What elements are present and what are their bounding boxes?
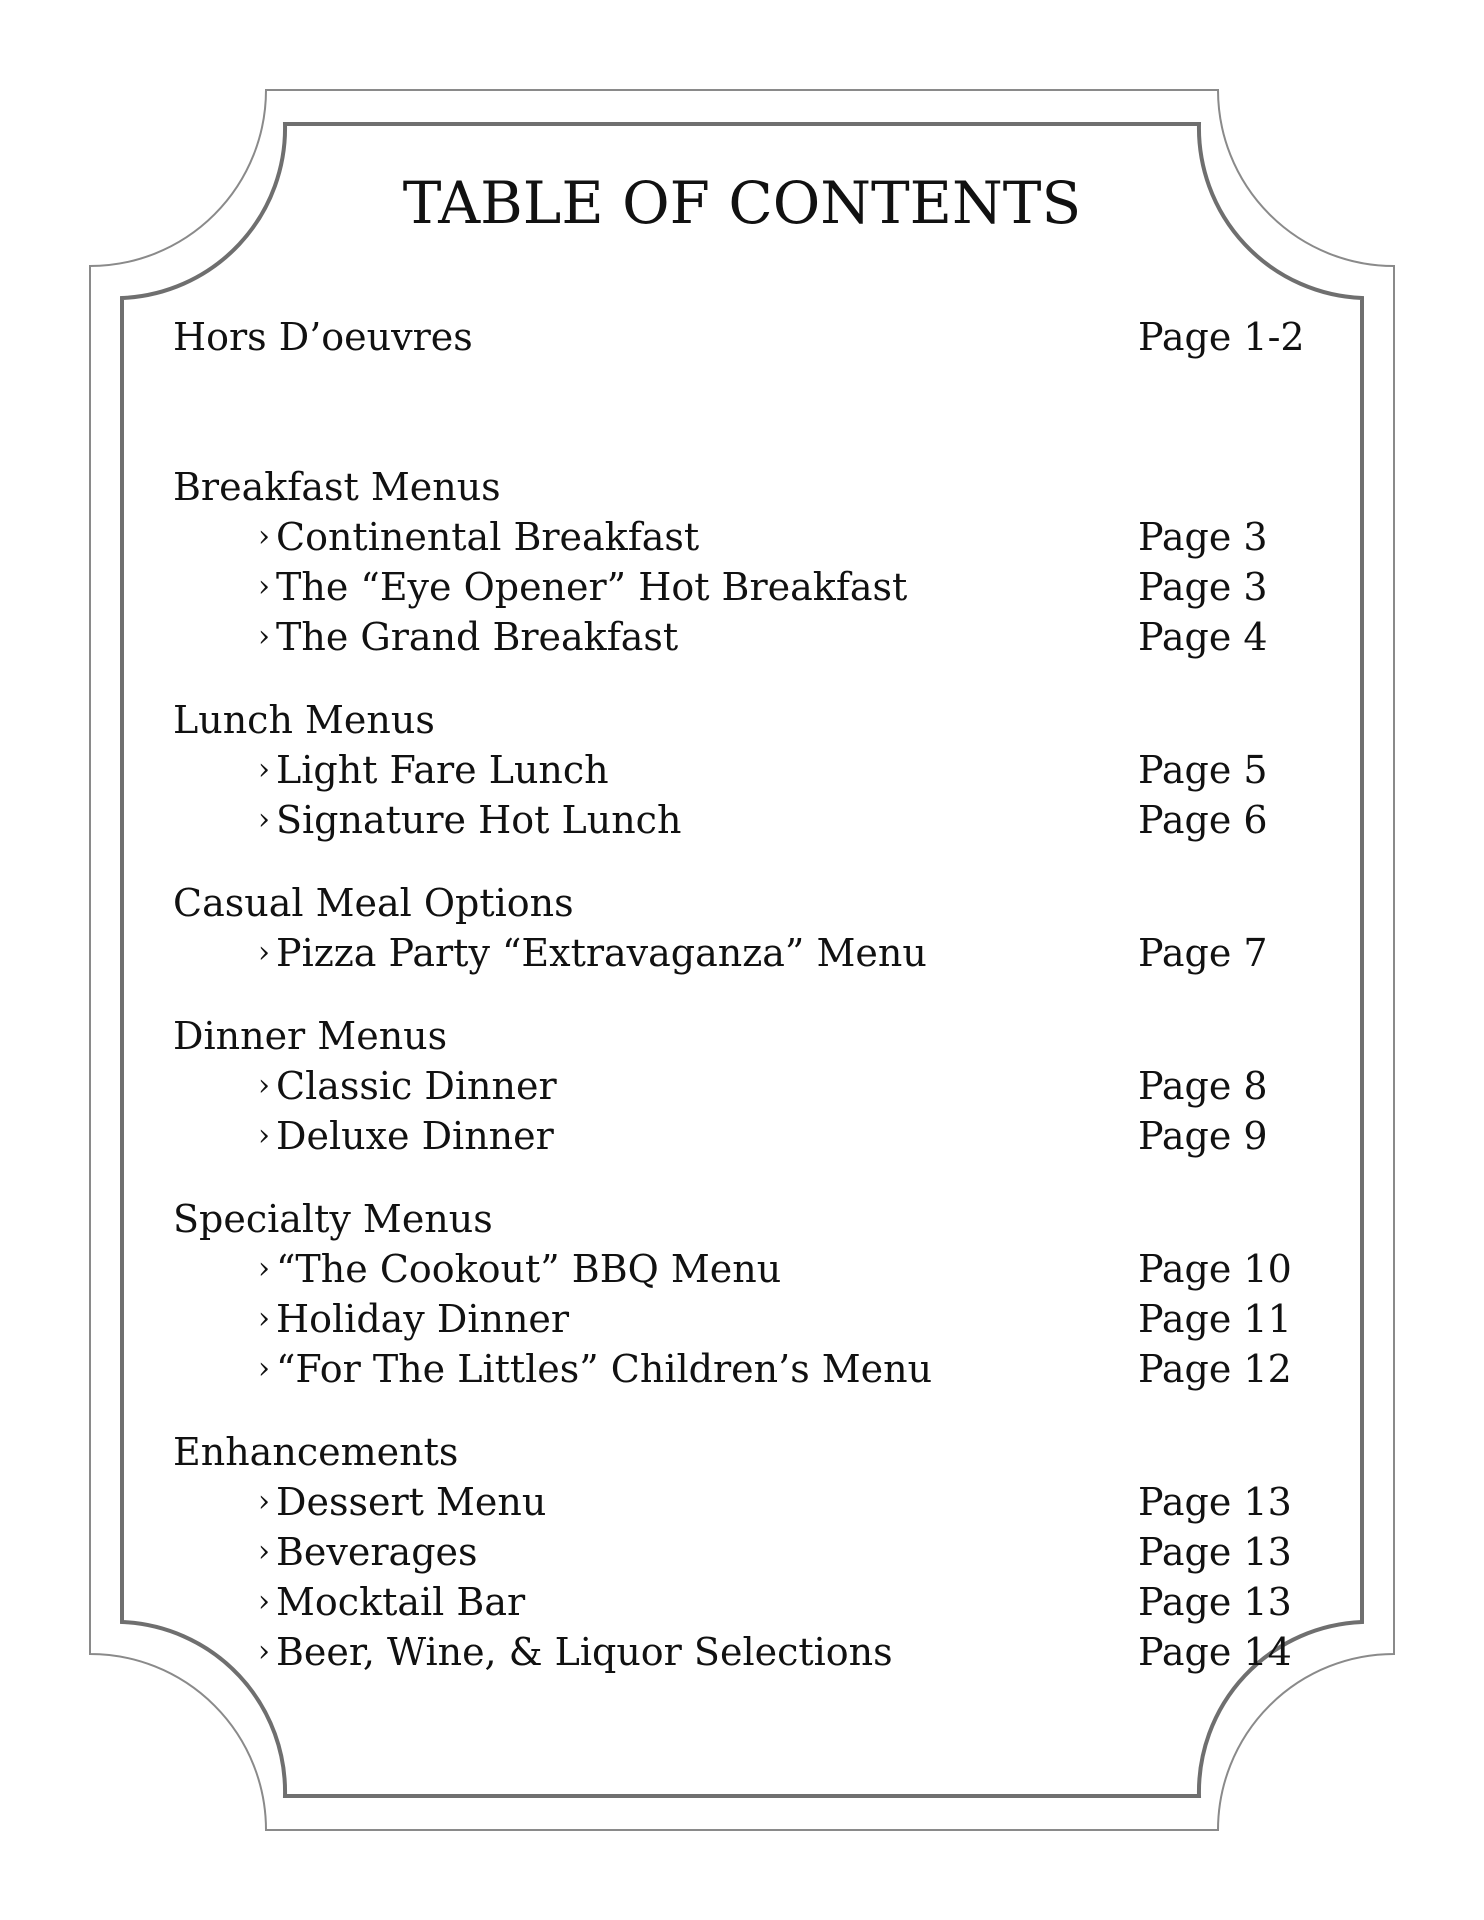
toc-entry — [173, 1294, 1293, 1344]
toc-entry-page-number: Page 3 — [1138, 515, 1268, 559]
toc-entry-label: Signature Hot Lunch — [276, 798, 682, 842]
toc-section-heading — [173, 312, 1305, 362]
section-spacer — [173, 978, 1293, 1011]
toc-entry-page-number: Page 3 — [1138, 565, 1268, 609]
section-heading-label: Breakfast Menus — [173, 465, 501, 509]
chevron-right-icon: › — [258, 1584, 270, 1619]
section-heading-label: Hors D’oeuvres — [173, 315, 473, 359]
chevron-right-icon: › — [258, 1534, 270, 1569]
toc-entry-page-number: Page 6 — [1138, 798, 1268, 842]
toc-entry — [173, 745, 1293, 795]
section-heading-label: Enhancements — [173, 1430, 459, 1474]
chevron-right-icon: › — [258, 935, 270, 970]
table-of-contents — [173, 312, 1305, 1677]
toc-section — [173, 312, 1305, 362]
toc-entry — [173, 795, 1293, 845]
toc-entry — [173, 562, 1293, 612]
toc-entry-label: Dessert Menu — [276, 1480, 547, 1524]
chevron-right-icon: › — [258, 1251, 270, 1286]
section-spacer — [173, 1161, 1293, 1194]
toc-section-heading — [173, 1427, 1293, 1477]
section-spacer — [173, 362, 1293, 462]
toc-entry-label: Mocktail Bar — [276, 1580, 526, 1624]
toc-entry-label: Classic Dinner — [276, 1064, 557, 1108]
toc-entry — [173, 1344, 1293, 1394]
toc-section — [173, 878, 1293, 978]
toc-entry-label: Holiday Dinner — [276, 1297, 570, 1341]
chevron-right-icon: › — [258, 1118, 270, 1153]
chevron-right-icon: › — [258, 1484, 270, 1519]
toc-section-heading — [173, 695, 1293, 745]
toc-entry-label: Light Fare Lunch — [276, 748, 609, 792]
toc-section-heading — [173, 462, 1293, 512]
toc-section — [173, 1427, 1293, 1677]
toc-entry — [173, 612, 1293, 662]
section-spacer — [173, 845, 1293, 878]
chevron-right-icon: › — [258, 802, 270, 837]
toc-entry — [173, 512, 1293, 562]
toc-entry — [173, 1627, 1293, 1677]
toc-entry — [173, 1061, 1293, 1111]
toc-entry-page-number: Page 11 — [1138, 1297, 1292, 1341]
section-spacer — [173, 1394, 1293, 1427]
toc-section — [173, 695, 1293, 845]
toc-entry-page-number: Page 7 — [1138, 931, 1268, 975]
toc-section — [173, 1011, 1293, 1161]
toc-section — [173, 462, 1293, 662]
toc-entry-page-number: Page 13 — [1138, 1580, 1292, 1624]
toc-entry-label: “The Cookout” BBQ Menu — [276, 1247, 782, 1291]
toc-section-heading — [173, 878, 1293, 928]
chevron-right-icon: › — [258, 1301, 270, 1336]
toc-entry-label: Pizza Party “Extravaganza” Menu — [276, 931, 927, 975]
toc-entry — [173, 1477, 1293, 1527]
chevron-right-icon: › — [258, 752, 270, 787]
chevron-right-icon: › — [258, 619, 270, 654]
section-page-number: Page 1-2 — [1138, 315, 1305, 359]
toc-section-heading — [173, 1011, 1293, 1061]
toc-entry-page-number: Page 13 — [1138, 1530, 1292, 1574]
toc-entry-label: “For The Littles” Children’s Menu — [276, 1347, 933, 1391]
section-heading-label: Specialty Menus — [173, 1197, 493, 1241]
toc-entry-page-number: Page 4 — [1138, 615, 1268, 659]
chevron-right-icon: › — [258, 569, 270, 604]
section-spacer — [173, 662, 1293, 695]
chevron-right-icon: › — [258, 1068, 270, 1103]
toc-entry-page-number: Page 8 — [1138, 1064, 1268, 1108]
toc-entry — [173, 928, 1293, 978]
chevron-right-icon: › — [258, 1351, 270, 1386]
chevron-right-icon: › — [258, 519, 270, 554]
toc-entry — [173, 1577, 1293, 1627]
toc-entry-page-number: Page 5 — [1138, 748, 1268, 792]
toc-entry-page-number: Page 14 — [1138, 1630, 1292, 1674]
toc-entry — [173, 1244, 1293, 1294]
toc-entry-label: The Grand Breakfast — [276, 615, 679, 659]
section-heading-label: Lunch Menus — [173, 698, 435, 742]
toc-section — [173, 1194, 1293, 1394]
section-heading-label: Dinner Menus — [173, 1014, 448, 1058]
toc-entry-label: Deluxe Dinner — [276, 1114, 554, 1158]
toc-entry — [173, 1111, 1293, 1161]
chevron-right-icon: › — [258, 1634, 270, 1669]
toc-entry-page-number: Page 9 — [1138, 1114, 1268, 1158]
toc-entry-page-number: Page 10 — [1138, 1247, 1292, 1291]
section-heading-label: Casual Meal Options — [173, 881, 574, 925]
toc-section-heading — [173, 1194, 1293, 1244]
page-title: TABLE OF CONTENTS — [402, 169, 1082, 237]
toc-entry-label: The “Eye Opener” Hot Breakfast — [276, 565, 908, 609]
toc-entry — [173, 1527, 1293, 1577]
toc-entry-label: Beer, Wine, & Liquor Selections — [276, 1630, 893, 1674]
toc-entry-label: Beverages — [276, 1530, 478, 1574]
toc-entry-label: Continental Breakfast — [276, 515, 700, 559]
toc-entry-page-number: Page 13 — [1138, 1480, 1292, 1524]
toc-entry-page-number: Page 12 — [1138, 1347, 1292, 1391]
